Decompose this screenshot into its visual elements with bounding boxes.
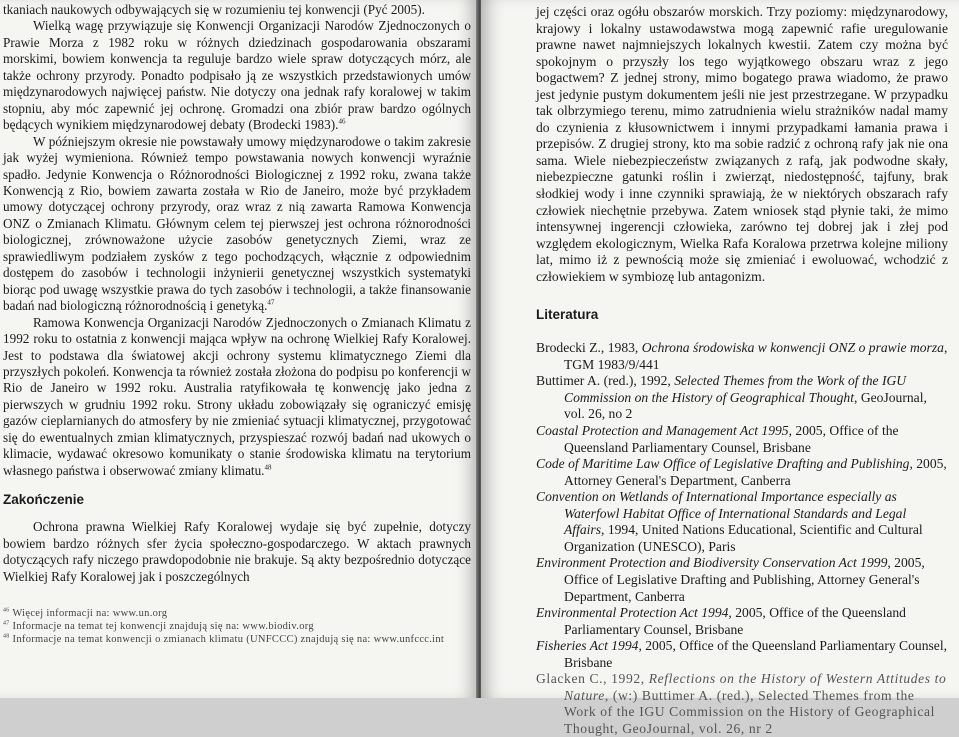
reference-details: , (w:) Buttimer A. (red.), Selected Themes from the Work of the IGU Commission on the History of Geographical Thought, GeoJournal, vol. 26, nr 2 <box>564 687 936 736</box>
right-page <box>481 0 959 736</box>
reference-item <box>536 555 948 605</box>
footnote-text: Informacje na temat tej konwencji znajdują się na: www.biodiv.org <box>12 621 314 633</box>
footnote-ref-46: 46 <box>338 117 346 126</box>
footnote-48 <box>3 633 471 646</box>
reference-details: , 2005, Office of the Queensland Parliamentary Counsel, Brisbane <box>564 423 899 455</box>
footnote-47 <box>3 620 471 633</box>
paragraph-climate <box>3 315 471 480</box>
paragraph-climate-text: Ramowa Konwencja Organizacji Narodów Zjednoczonych o Zmianach Klimatu z 1992 roku to ostatnia z konwencji mająca wpływ na ochronę Wielkiej Rafy Koralowej. Jest to podstawa dla światowej akcji ochrony systemu klimatycznego Ziemi dla przyszłych pokoleń. Konwencja ta również została złożona do podpisu po konferencji w Rio de Janeiro w 1992 roku. Australia ratyfikowała tę konwencję jako jedna z pierwszych w grudniu 1992 roku. Strony układu zobowiązały się ograniczyć emisję gazów cieplarnianych do atmosfery by nie zmieniać sytuacji klimatycznej, przygotować się do ewentualnych zmian klimatycznych, przyspieszać rozwój badań nad ukowych o klimacie, wydawać okresowo komunikaty o stanie środowiska klimatu na terytorium własnego państwa i obserwować zmiany klimatu. <box>3 314 471 478</box>
footnote-ref-47: 47 <box>267 298 275 307</box>
reference-title: Selected Themes from the Work of the IGU Commission on the History of Geographical Thought <box>564 373 907 405</box>
reference-details: , 2005, Office of Legislative Drafting and Publishing, Attorney General's Department, Canberra <box>564 555 925 604</box>
reference-item <box>536 605 948 638</box>
reference-title: Reflections on the History of Western Attitudes to Nature <box>564 671 947 703</box>
reference-item <box>536 340 948 373</box>
right-text-column <box>536 4 948 737</box>
paragraph-unclos-text: Wielką wagę przywiązuje się Konwencji Organizacji Narodów Zjednoczonych o Prawie Morza z 1982 roku w różnych dziedzinach gospodarowania obszarami morskimi, bowiem konwencja ta reguluje bardzo wiele spraw dotyczących mórz, ale także ochrony przyrody. Ponadto podpisało ją ze wszystkich przedstawionych umów międzynarodowych najwięcej państw. Nie dotyczy ona jednak rafy koralowej w takim stopniu, aby móc zapewnić jej ochronę. Gromadzi ona zbiór praw bardzo ogólnych będących wynikiem międzynarodowej debaty (Brodecki 1983). <box>3 18 471 133</box>
reference-details: , 1994, United Nations Educational, Scientific and Cultural Organization (UNESCO), Paris <box>564 522 923 554</box>
reference-item <box>536 489 948 555</box>
footnote-46 <box>3 607 471 620</box>
reference-details: , 2005, Attorney General's Department, Canberra <box>564 456 947 488</box>
reference-details: , GeoJournal, vol. 26, no 2 <box>564 389 927 422</box>
paragraph-biodiversity-text: W późniejszym okresie nie powstawały umowy międzynarodowe o takim zakresie jak wyżej wymieniona. Również tempo powstawania nowych konwencji wyraźnie spadło. Jedynie Konwencja o Różnorodności Biologicznej z 1992 roku, zwana także Konwencją z Rio, bowiem zawarta została w Rio de Janeiro, może być przykładem umowy dotyczącej ochrony przyrody, oraz wraz z nią zawarta Ramowa Konwencja ONZ o Zmianach Klimatu. Głównym celem tej pierwszej jest ochrona różnorodności biologicznej, zrównoważone użycie zasobów genetycznych Ziemi, wraz ze sprawiedliwym podziałem zysków z tego pochodzących, włącznie z odpowiednim dostępem do zasobów i technologii inżynierii genetycznej wszystkich systematyki biorąc pod uwagę wszystkie prawa do tych zasobów i technologii, a także finansowanie badań nad biologiczną różnorodnością i genetyką. <box>3 133 471 314</box>
reference-author: Buttimer A. (red.), 1992, <box>536 373 675 389</box>
reference-title: Coastal Protection and Management Act 1995 <box>536 423 789 439</box>
reference-title: Environmental Protection Act 1994 <box>536 605 729 621</box>
reference-author: Brodecki Z., 1983, <box>536 340 642 356</box>
paragraph-continuation: tkaniach naukowych odbywających się w rozumieniu tej konwencji (Pyć 2005). <box>3 2 425 17</box>
footnote-ref-48: 48 <box>264 463 272 472</box>
reference-item <box>536 456 948 489</box>
reference-details: , 2005, Office of the Queensland Parliamentary Counsel, Brisbane <box>564 605 906 637</box>
reference-author: Glacken C., 1992, <box>536 671 649 687</box>
conclusion-heading: Zakończenie <box>3 492 85 508</box>
reference-item <box>536 671 948 737</box>
left-text-column <box>3 2 471 647</box>
footnote-text: Informacje na temat konwencji o zmianach klimatu (UNFCCC) znajdują się na: www.unfccc.int <box>12 634 445 646</box>
footnotes <box>3 607 471 647</box>
paragraph-biodiversity <box>3 134 471 315</box>
footnote-text: Więcej informacji na: www.un.org <box>12 607 168 619</box>
conclusion-paragraph: Ochrona prawna Wielkiej Rafy Koralowej wydaje się być zupełnie, dotyczy bowiem bardzo różnych sfer życia społeczno-gospodarczego. W aktach prawnych dotyczących rafy niczego prawdopodobnie nie brakuje. Są akty bezpośrednio dotyczące Wielkiej Rafy Koralowej jak i poszczególnych <box>3 519 471 584</box>
reference-title: Code of Maritime Law Office of Legislative Drafting and Publishing <box>536 456 910 472</box>
reference-item <box>536 638 948 671</box>
footnote-number: 46 <box>3 607 10 614</box>
paragraph-unclos <box>3 18 471 133</box>
reference-list <box>536 340 948 737</box>
reference-title: Fisheries Act 1994 <box>536 638 639 654</box>
reference-title: Convention on Wetlands of International Importance especially as Waterfowl Habitat Office of International Standards and Legal Affairs <box>536 489 907 538</box>
closing-paragraph: jej części oraz ogółu obszarów morskich. Trzy poziomy: międzynarodowy, krajowy i lokalny ustawodawstwa mogą zapewnić rafie uregulowanie prawne nawet najmniejszych lokalnych kwestii. Zatem czy można być spokojnym o przyszły los tego wyjątkowego obszaru wraz z jego bogactwem? Z jednej strony, mimo bogatego prawa wiadomo, że prawo jest jedynie pustym dokumentem jeśli nie jest przestrzegane. W przypadku tak olbrzymiego terenu, mimo zatrudnienia wielu strażników nadal mamy do czynienia z kłusownictwem i innymi przypadkami łamania prawa i przepisów. Z drugiej strony, kto ma sobie radzić z ochroną rafy jak nie ona sama. Wiele niebezpieczeństw związanych z rafą, jak podwodne skały, niebezpieczne gatunki roślin i zwierząt, niedostępność, tajfuny, brak słodkiej wody i inne czynniki sprawiają, że w niektórych obszarach rafy człowiek niechętnie przebywa. Zatem wniosek stąd płynie taki, że mimo intensywnej ingerencji człowieka, zarówno tej dobrej jak i złej pod względem ekologicznym, Wielka Rafa Koralowa przetrwa kolejne miliony lat, mimo iż z pewnością może się zmieniać i ewoluować, wchodzić z człowiekiem w symbiozę lub antagonizm. <box>536 4 948 284</box>
reference-details: , 2005, Office of the Queensland Parliamentary Counsel, Brisbane <box>564 638 948 670</box>
reference-title: Ochrona środowiska w konwencji ONZ o prawie morza <box>641 340 944 356</box>
left-page <box>0 0 478 698</box>
footnote-number: 47 <box>3 620 10 627</box>
reference-details: , TGM 1983/9/441 <box>564 340 948 372</box>
references-heading: Literatura <box>536 307 599 323</box>
reference-item <box>536 423 948 456</box>
reference-title: Environment Protection and Biodiversity Conservation Act 1999 <box>536 555 888 571</box>
reference-item <box>536 373 948 423</box>
footnote-number: 48 <box>3 633 10 640</box>
